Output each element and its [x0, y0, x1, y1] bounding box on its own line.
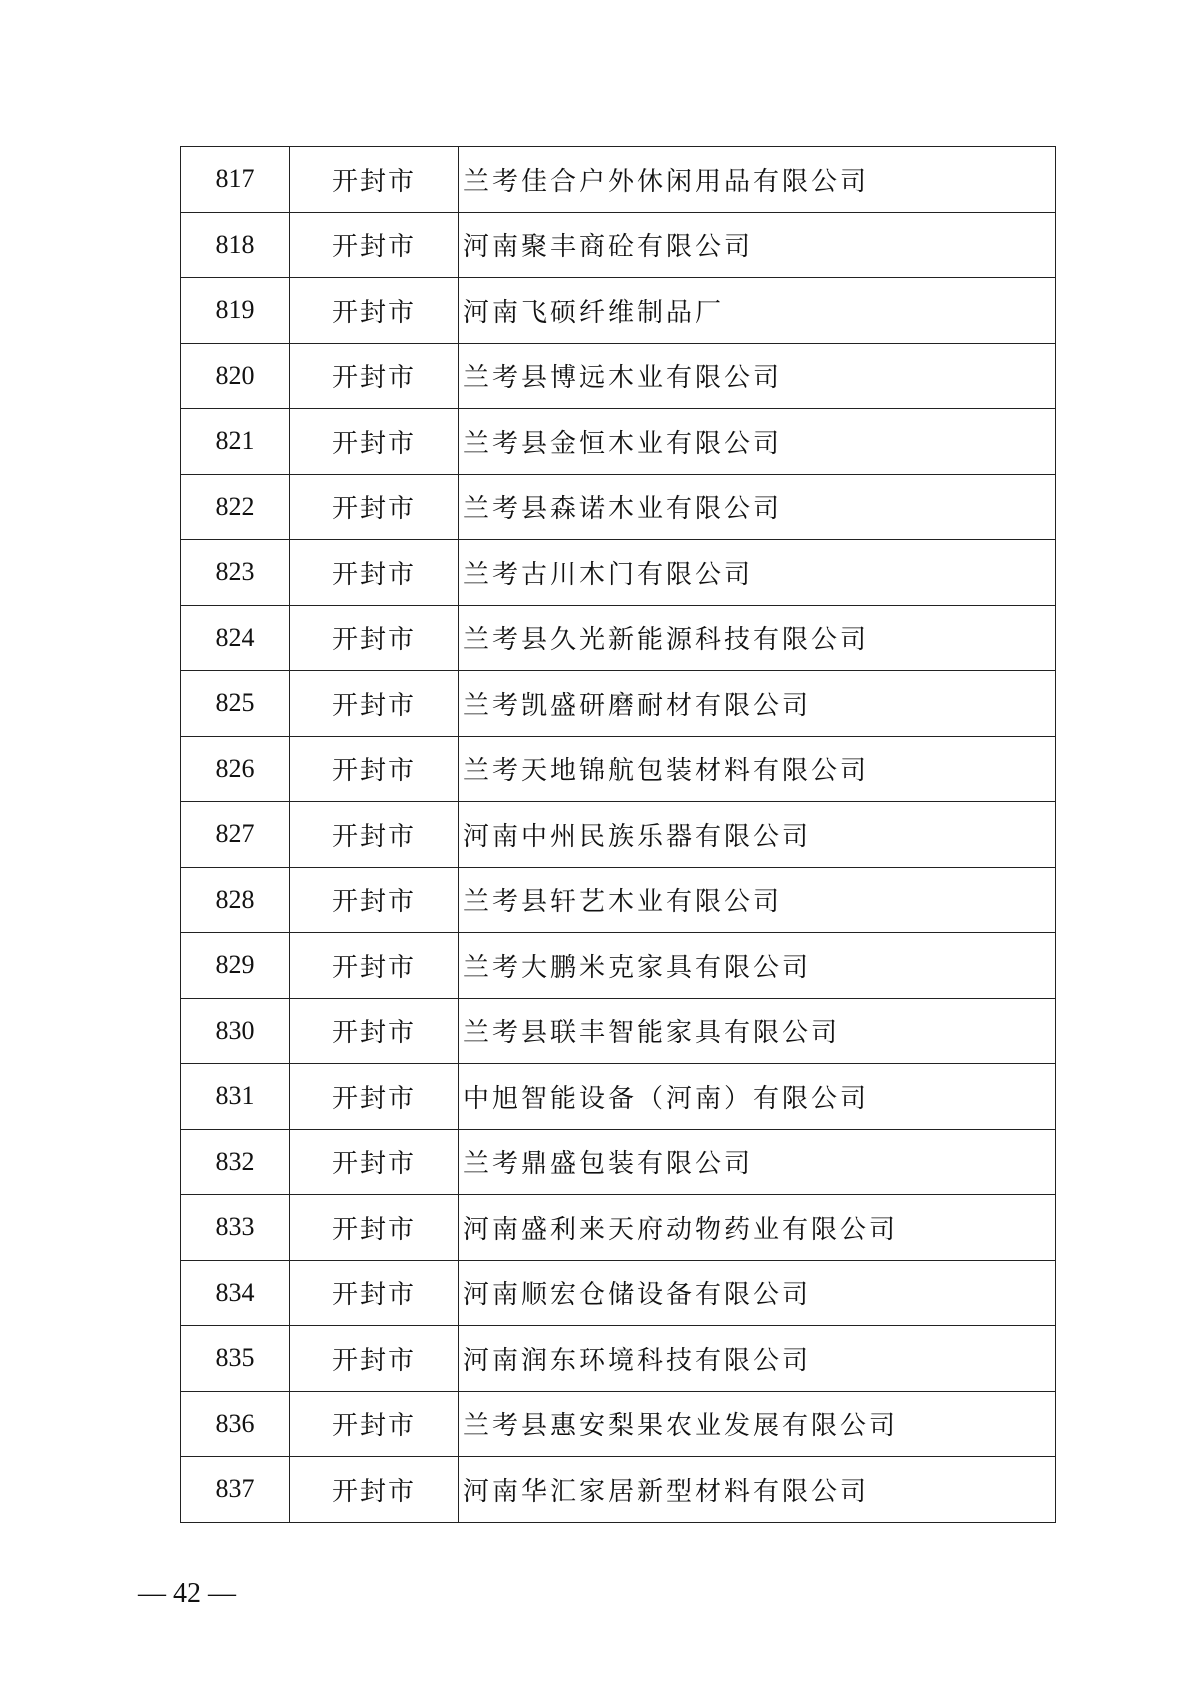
company-name-cell: 兰考县博远木业有限公司 [459, 343, 1056, 409]
city-cell: 开封市 [290, 605, 459, 671]
page-number: — 42 — [138, 1578, 236, 1609]
row-number-cell: 824 [181, 605, 290, 671]
table-row [181, 671, 1056, 737]
company-name-cell: 河南盛利来天府动物药业有限公司 [459, 1195, 1056, 1261]
table-row [181, 474, 1056, 540]
table-row [181, 736, 1056, 802]
row-number-cell: 834 [181, 1260, 290, 1326]
company-name-cell: 兰考天地锦航包装材料有限公司 [459, 736, 1056, 802]
row-number-cell: 823 [181, 540, 290, 606]
company-name-cell: 兰考大鹏米克家具有限公司 [459, 933, 1056, 999]
company-name-cell: 兰考县金恒木业有限公司 [459, 409, 1056, 475]
city-cell: 开封市 [290, 1195, 459, 1261]
company-name-cell: 兰考县联丰智能家具有限公司 [459, 998, 1056, 1064]
city-cell: 开封市 [290, 1129, 459, 1195]
city-cell: 开封市 [290, 343, 459, 409]
city-cell: 开封市 [290, 802, 459, 868]
row-number-cell: 820 [181, 343, 290, 409]
company-name-cell: 兰考佳合户外休闲用品有限公司 [459, 147, 1056, 213]
company-name-cell: 兰考县惠安梨果农业发展有限公司 [459, 1391, 1056, 1457]
table-row [181, 1326, 1056, 1392]
company-name-cell: 河南华汇家居新型材料有限公司 [459, 1457, 1056, 1523]
city-cell: 开封市 [290, 278, 459, 344]
row-number-cell: 819 [181, 278, 290, 344]
row-number-cell: 825 [181, 671, 290, 737]
city-cell: 开封市 [290, 540, 459, 606]
city-cell: 开封市 [290, 1260, 459, 1326]
row-number-cell: 830 [181, 998, 290, 1064]
table-row [181, 867, 1056, 933]
company-list-table [180, 146, 1056, 1523]
city-cell: 开封市 [290, 671, 459, 737]
city-cell: 开封市 [290, 409, 459, 475]
table-row [181, 998, 1056, 1064]
city-cell: 开封市 [290, 212, 459, 278]
city-cell: 开封市 [290, 867, 459, 933]
row-number-cell: 831 [181, 1064, 290, 1130]
row-number-cell: 836 [181, 1391, 290, 1457]
table-row [181, 409, 1056, 475]
city-cell: 开封市 [290, 1391, 459, 1457]
table-row [181, 605, 1056, 671]
row-number-cell: 821 [181, 409, 290, 475]
company-name-cell: 兰考凯盛研磨耐材有限公司 [459, 671, 1056, 737]
row-number-cell: 827 [181, 802, 290, 868]
company-name-cell: 中旭智能设备（河南）有限公司 [459, 1064, 1056, 1130]
row-number-cell: 817 [181, 147, 290, 213]
table-row [181, 1064, 1056, 1130]
table-row [181, 933, 1056, 999]
row-number-cell: 833 [181, 1195, 290, 1261]
city-cell: 开封市 [290, 998, 459, 1064]
table-row [181, 147, 1056, 213]
city-cell: 开封市 [290, 1457, 459, 1523]
company-name-cell: 河南顺宏仓储设备有限公司 [459, 1260, 1056, 1326]
table-body [181, 147, 1056, 1523]
company-name-cell: 兰考鼎盛包装有限公司 [459, 1129, 1056, 1195]
city-cell: 开封市 [290, 933, 459, 999]
table-row [181, 1457, 1056, 1523]
row-number-cell: 837 [181, 1457, 290, 1523]
table-row [181, 540, 1056, 606]
city-cell: 开封市 [290, 1064, 459, 1130]
table-row [181, 212, 1056, 278]
company-name-cell: 兰考县轩艺木业有限公司 [459, 867, 1056, 933]
table-row [181, 343, 1056, 409]
table-row [181, 1195, 1056, 1261]
row-number-cell: 818 [181, 212, 290, 278]
city-cell: 开封市 [290, 1326, 459, 1392]
row-number-cell: 835 [181, 1326, 290, 1392]
city-cell: 开封市 [290, 474, 459, 540]
city-cell: 开封市 [290, 736, 459, 802]
company-name-cell: 河南中州民族乐器有限公司 [459, 802, 1056, 868]
company-name-cell: 河南润东环境科技有限公司 [459, 1326, 1056, 1392]
table-row [181, 802, 1056, 868]
row-number-cell: 822 [181, 474, 290, 540]
row-number-cell: 826 [181, 736, 290, 802]
company-name-cell: 兰考县久光新能源科技有限公司 [459, 605, 1056, 671]
table-row [181, 278, 1056, 344]
table-row [181, 1129, 1056, 1195]
row-number-cell: 829 [181, 933, 290, 999]
row-number-cell: 828 [181, 867, 290, 933]
city-cell: 开封市 [290, 147, 459, 213]
company-name-cell: 兰考县森诺木业有限公司 [459, 474, 1056, 540]
company-name-cell: 兰考古川木门有限公司 [459, 540, 1056, 606]
table-row [181, 1260, 1056, 1326]
table-row [181, 1391, 1056, 1457]
company-name-cell: 河南聚丰商砼有限公司 [459, 212, 1056, 278]
row-number-cell: 832 [181, 1129, 290, 1195]
company-name-cell: 河南飞硕纤维制品厂 [459, 278, 1056, 344]
